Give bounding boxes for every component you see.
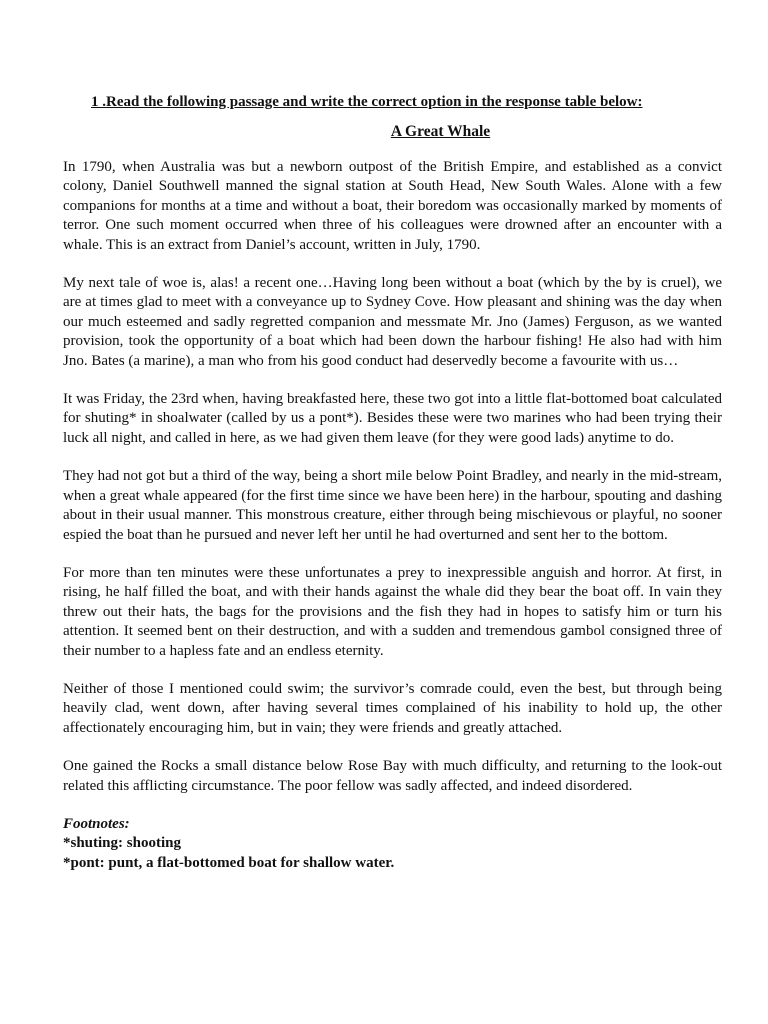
footnote-item: *pont: punt, a flat-bottomed boat for shallow water. (63, 854, 395, 871)
paragraph-whale-appears: They had not got but a third of the way, being a short mile below Point Bradley, and nearly in the mid-stream, when a great whale appeared (for the first time since we have been here) in the harbour, spouting and dashing about in their usual manner. This monstrous creature, either through being mischievous or playful, no sooner espied the boat than he pursued and never left her until he had overturned and sent her to the bottom. (63, 468, 722, 543)
paragraph-could-not-swim: Neither of those I mentioned could swim; the survivor’s comrade could, even the best, but through being heavily clad, went down, after having several times complained of his inability to hold up, the other affectionately encouraging him, but in vain; they were friends and greatly attached. (63, 680, 722, 736)
footnotes-heading: Footnotes: (63, 815, 130, 832)
paragraph-ten-minutes: For more than ten minutes were these unfortunates a prey to inexpressible anguish and horror. At first, in rising, he half filled the boat, and with their hands against the whale did they bear the boat off. In vain they threw out their hats, the bags for the provisions and the fish they had in hopes to satisfy him or turn his attention. It seemed bent on their destruction, and with a sudden and tremendous gambol consigned three of their number to a hapless fate and an endless eternity. (63, 564, 722, 659)
paragraph-friday: It was Friday, the 23rd when, having breakfasted here, these two got into a little flat-bottomed boat calculated for shuting* in shoalwater (called by us a pont*). Besides these were two marines who had been trying their luck all night, and called in here, as we had given them leave (for they were good lads) anytime to do. (63, 391, 722, 446)
document-page (63, 92, 722, 873)
question-instruction: 1 .Read the following passage and write the correct option in the response table below: (91, 94, 643, 110)
footnotes (63, 815, 722, 873)
paragraph-tale-of-woe: My next tale of woe is, alas! a recent one…Having long been without a boat (which by the by is cruel), we are at times glad to meet with a conveyance up to Sydney Cove. How pleasant and shining was the day when our much esteemed and sadly regretted companion and messmate Mr. Jno (James) Ferguson, as we wanted provision, took the opportunity of a boat which had been down the harbour fishing! He also had with him Jno. Bates (a marine), a man who from his good conduct had deservedly become a favourite with us… (63, 275, 722, 369)
footnote-item: *shuting: shooting (63, 835, 181, 852)
paragraph-survivor: One gained the Rocks a small distance below Rose Bay with much difficulty, and returning to the look-out related this afflicting circumstance. The poor fellow was sadly affected, and indeed disordered. (63, 758, 722, 794)
passage-title: A Great Whale (390, 123, 491, 140)
paragraph-intro: In 1790, when Australia was but a newborn outpost of the British Empire, and established as a convict colony, Daniel Southwell manned the signal station at South Head, New South Wales. Alone with a few companions for months at a time and without a boat, their boredom was occasionally marked by moments of terror. One such moment occurred when three of his colleagues were drowned after an encounter with a whale. This is an extract from Daniel’s account, written in July, 1790. (63, 159, 722, 253)
